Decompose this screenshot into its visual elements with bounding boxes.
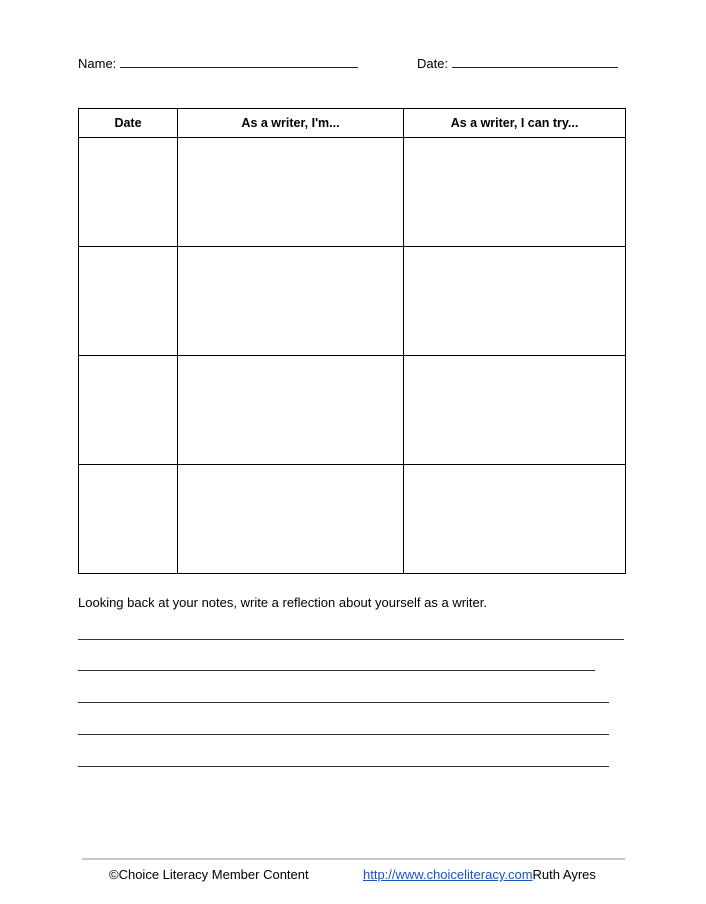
table-row [79, 247, 626, 356]
reflection-line[interactable] [78, 734, 609, 735]
name-label: Name: [78, 56, 117, 71]
as-a-writer-im-cell[interactable] [178, 138, 404, 247]
column-header-date: Date [79, 109, 178, 138]
name-field[interactable] [78, 56, 358, 71]
footer-divider [82, 858, 625, 860]
column-header-as-a-writer-im: As a writer, I'm... [178, 109, 404, 138]
date-write-line[interactable] [452, 57, 618, 68]
date-cell[interactable] [79, 465, 178, 574]
as-a-writer-i-can-try-cell[interactable] [404, 356, 626, 465]
footer-author: Ruth Ayres [532, 867, 596, 882]
as-a-writer-i-can-try-cell[interactable] [404, 138, 626, 247]
footer-credit [363, 867, 596, 882]
reflection-line[interactable] [78, 702, 609, 703]
as-a-writer-i-can-try-cell[interactable] [404, 465, 626, 574]
table-row [79, 138, 626, 247]
table-row [79, 465, 626, 574]
column-header-as-a-writer-i-can-try: As a writer, I can try... [404, 109, 626, 138]
reflection-prompt: Looking back at your notes, write a reflection about yourself as a writer. [78, 595, 487, 610]
writer-notes-table [78, 108, 626, 574]
date-field[interactable] [417, 56, 618, 71]
date-cell[interactable] [79, 247, 178, 356]
as-a-writer-im-cell[interactable] [178, 356, 404, 465]
date-cell[interactable] [79, 356, 178, 465]
date-label: Date: [417, 56, 449, 71]
table-header-row [79, 109, 626, 138]
reflection-line[interactable] [78, 639, 624, 640]
date-cell[interactable] [79, 138, 178, 247]
as-a-writer-i-can-try-cell[interactable] [404, 247, 626, 356]
name-write-line[interactable] [120, 57, 358, 68]
as-a-writer-im-cell[interactable] [178, 247, 404, 356]
table-row [79, 356, 626, 465]
as-a-writer-im-cell[interactable] [178, 465, 404, 574]
choice-literacy-link[interactable]: http://www.choiceliteracy.com [363, 867, 533, 882]
reflection-line[interactable] [78, 670, 595, 671]
reflection-line[interactable] [78, 766, 609, 767]
footer-copyright: ©Choice Literacy Member Content [109, 867, 309, 882]
